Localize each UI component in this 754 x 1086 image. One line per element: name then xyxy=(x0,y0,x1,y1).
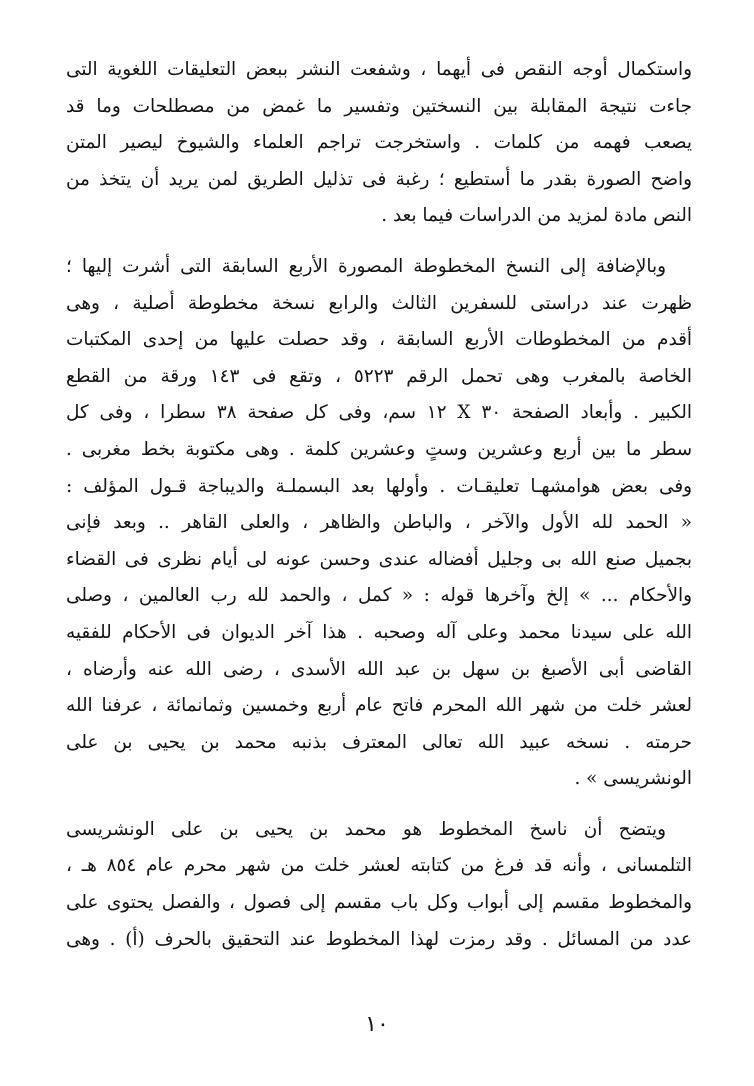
text-line: جاءت نتيجة المقابلة بين النسختين وتفسير ما غمض من مصطلحات وما قد xyxy=(66,95,692,117)
text-line: يصعب فهمه من كلمات . واستخرجت تراجم العلماء والشيوخ ليصير المتن xyxy=(66,132,692,154)
text-line: عدد من المسائل . وقد رمزت لهذا المخطوط عند التحقيق بالحرف (أ) . وهى xyxy=(66,928,692,950)
text-line: « الحمد لله الأول والآخر ، والباطن والظاهر ، والعلى القاهر .. وبعد فإنى xyxy=(66,512,692,534)
text-line: وبالإضافة إلى النسخ المخطوطة المصورة الأربع السابقة التى أشرت إليها ؛ xyxy=(66,255,666,277)
body-text xyxy=(66,52,692,972)
text-line: سطر ما بين أربع وعشرين وستٍ وعشرين كلمة . وهى مكتوبة بخط مغربى . xyxy=(66,438,692,460)
page-number: ١٠ xyxy=(365,1012,389,1037)
paragraph-1 xyxy=(66,52,692,235)
text-line: أقدم من المخطوطات الأربع السابقة ، وقد حصلت عليها من إحدى المكتبات xyxy=(66,329,692,351)
text-line: النص مادة لمزيد من الدراسات فيما بعد . xyxy=(381,205,692,227)
paragraph-2 xyxy=(66,249,692,798)
text-line: حرمته . نسخه عبيد الله تعالى المعترف بذنبه محمد بن يحيى بن على xyxy=(66,731,692,753)
text-line: ظهرت عند دراستى للسفرين الثالث والرابع نسخة مخطوطة أصلية ، وهى xyxy=(66,292,692,314)
text-line: واستكمال أوجه النقص فى أيهما ، وشفعت النشر ببعض التعليقات اللغوية التى xyxy=(66,59,692,80)
text-line: لعشر خلت من شهر الله المحرم فاتح عام أربع وخمسين وثمانمائة ، عرفنا الله xyxy=(66,695,692,717)
text-line: بجميل صنع الله بى وجليل أفضاله عندى وحسن عونه لى أيام نظرى فى القضاء xyxy=(66,548,692,570)
text-line: التلمسانى ، وأنه قد فرغ من كتابته لعشر خلت من شهر محرم عام ٨٥٤ هـ ، xyxy=(66,855,692,877)
text-line: والأحكام ... » إلخ وآخرها قوله : « كمل ، والحمد لله رب العالمين ، وصلى xyxy=(66,585,692,607)
text-line: الكبير . وأبعاد الصفحة ٣٠ X ١٢ سم، وفى كل صفحة ٣٨ سطرا ، وفى كل xyxy=(66,402,692,424)
text-line: الونشريسى » . xyxy=(574,768,692,790)
text-line: واضح الصورة بقدر ما أستطيع ؛ رغبة فى تذليل الطريق لمن يريد أن يتخذ من xyxy=(66,168,692,190)
text-line: وفى بعض هوامشهـا تعليقـات . وأولها بعد البسملـة والديباجة قـول المؤلف : xyxy=(66,475,692,497)
text-line: الخاصة بالمغرب وهى تحمل الرقم ٥٢٢٣ ، وتقع فى ١٤٣ ورقة من القطع xyxy=(66,365,692,387)
text-line: القاضى أبى الأصبغ بن سهل بن عبد الله الأسدى ، رضى الله عنه وأرضاه ، xyxy=(66,658,692,680)
text-line: والمخطوط مقسم إلى أبواب وكل باب مقسم إلى فصول ، والفصل يحتوى على xyxy=(66,892,692,914)
text-line: ويتضح أن ناسخ المخطوط هو محمد بن يحيى بن على الونشريسى xyxy=(66,818,666,840)
text-line: الله على سيدنا محمد وعلى آله وصحبه . هذا آخر الديوان فى الأحكام للفقيه xyxy=(66,621,692,643)
paragraph-3 xyxy=(66,812,692,958)
